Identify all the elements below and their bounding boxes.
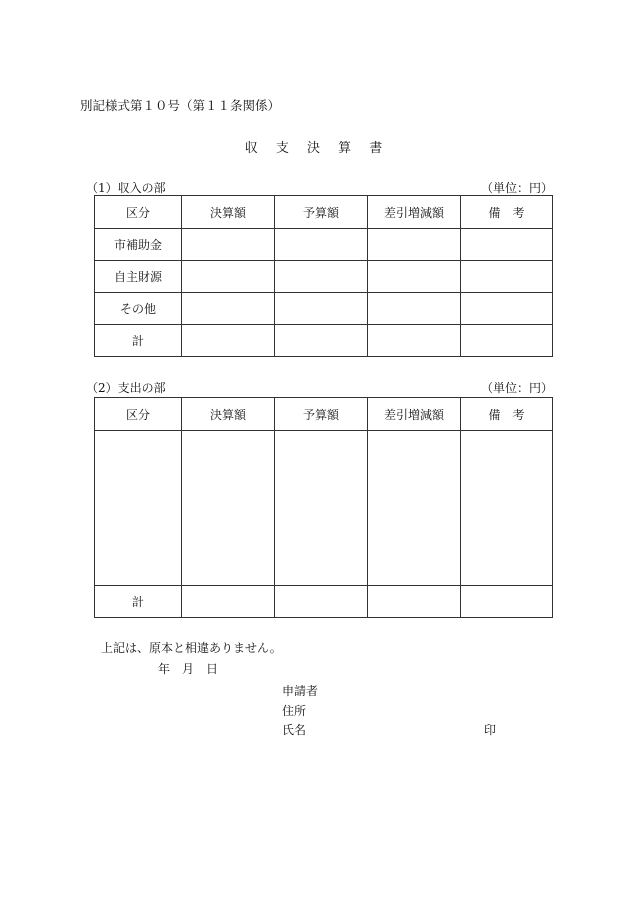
certification-statement: 上記は、原本と相違ありません。 <box>101 641 282 655</box>
table-cell[interactable] <box>461 586 553 618</box>
table-cell[interactable] <box>368 261 461 293</box>
table-cell[interactable] <box>461 229 553 261</box>
table-cell[interactable] <box>368 229 461 261</box>
table-cell[interactable] <box>275 229 368 261</box>
table-cell[interactable] <box>368 293 461 325</box>
income-total-label: 計 <box>95 325 182 357</box>
table-cell[interactable] <box>182 293 275 325</box>
income-total-row <box>95 325 553 357</box>
expense-header-remarks: 備 考 <box>461 398 553 431</box>
table-cell[interactable] <box>182 586 275 618</box>
table-cell[interactable] <box>275 325 368 357</box>
expense-table <box>94 397 553 618</box>
form-number: 別記様式第１０号（第１１条関係） <box>80 98 281 113</box>
expense-total-label: 計 <box>95 586 182 618</box>
table-cell[interactable] <box>275 431 368 586</box>
seal-mark: 印 <box>484 723 497 737</box>
date-line: 年 月 日 <box>158 662 219 676</box>
expense-header-difference: 差引増減額 <box>368 398 461 431</box>
table-cell[interactable] <box>182 325 275 357</box>
table-cell[interactable] <box>275 586 368 618</box>
table-cell[interactable] <box>95 431 182 586</box>
table-cell[interactable] <box>182 431 275 586</box>
table-row <box>95 293 553 325</box>
expense-unit-label: （単位：円） <box>481 381 554 395</box>
table-row <box>95 431 553 586</box>
expense-total-row <box>95 586 553 618</box>
income-header-difference: 差引増減額 <box>368 196 461 229</box>
table-cell[interactable] <box>461 431 553 586</box>
table-cell[interactable] <box>461 325 553 357</box>
income-section-label: （1）収入の部 <box>86 181 166 195</box>
expense-section-label: （2）支出の部 <box>86 381 166 395</box>
table-cell[interactable] <box>275 261 368 293</box>
income-header-category: 区分 <box>95 196 182 229</box>
table-cell[interactable] <box>368 586 461 618</box>
applicant-label: 申請者 <box>282 684 319 698</box>
name-label: 氏名 <box>282 723 307 737</box>
table-cell[interactable] <box>182 229 275 261</box>
table-cell[interactable] <box>368 431 461 586</box>
document-title: 収 支 決 算 書 <box>244 141 390 156</box>
income-row-label: 市補助金 <box>95 229 182 261</box>
income-table <box>94 195 553 357</box>
expense-header-settled-amount: 決算額 <box>182 398 275 431</box>
table-cell[interactable] <box>461 293 553 325</box>
table-cell[interactable] <box>368 325 461 357</box>
expense-header-row <box>95 398 553 431</box>
income-header-remarks: 備 考 <box>461 196 553 229</box>
table-row <box>95 229 553 261</box>
income-header-settled-amount: 決算額 <box>182 196 275 229</box>
table-row <box>95 261 553 293</box>
income-row-label: 自主財源 <box>95 261 182 293</box>
income-header-row <box>95 196 553 229</box>
income-row-label: その他 <box>95 293 182 325</box>
table-cell[interactable] <box>182 261 275 293</box>
expense-header-budget-amount: 予算額 <box>275 398 368 431</box>
expense-header-category: 区分 <box>95 398 182 431</box>
table-cell[interactable] <box>461 261 553 293</box>
income-unit-label: （単位：円） <box>481 181 554 195</box>
address-label: 住所 <box>282 704 307 718</box>
table-cell[interactable] <box>275 293 368 325</box>
income-header-budget-amount: 予算額 <box>275 196 368 229</box>
